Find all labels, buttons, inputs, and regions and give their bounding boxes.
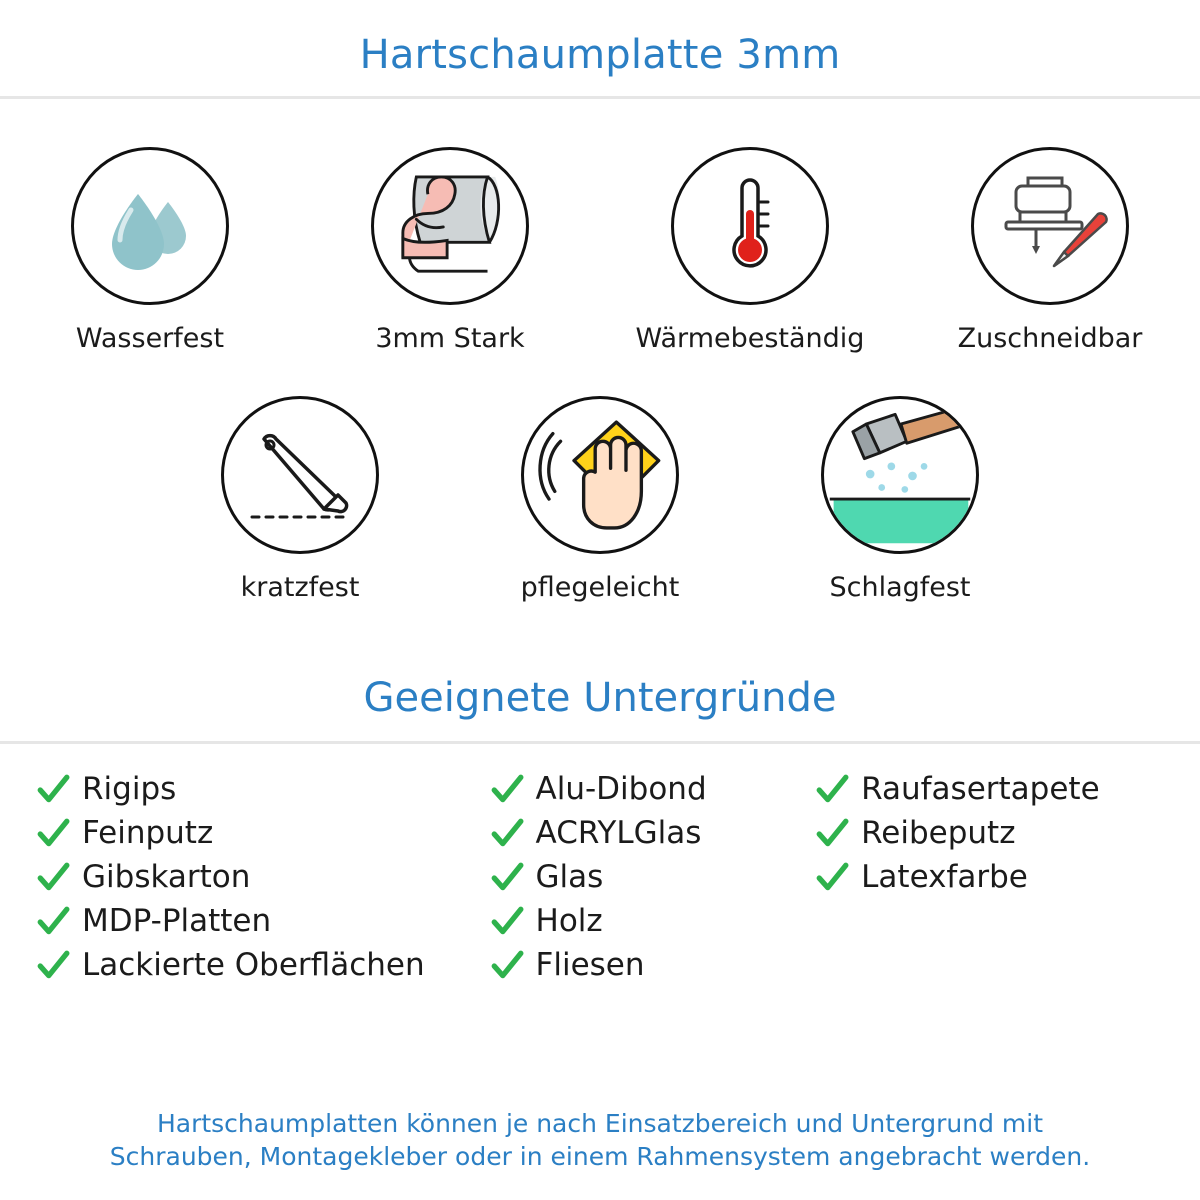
green-check-icon	[815, 816, 849, 850]
substrates-column-2	[490, 768, 816, 988]
feature-label: 3mm Stark	[375, 323, 525, 354]
list-item-label: Raufasertapete	[861, 770, 1100, 807]
list-item-label: Reibeputz	[861, 814, 1016, 851]
list-item-label: Feinputz	[82, 814, 214, 851]
green-check-icon	[36, 772, 70, 806]
feature-icon-circle	[371, 147, 529, 305]
green-check-icon	[490, 948, 524, 982]
list-item-label: ACRYLGlas	[535, 814, 702, 851]
green-check-icon	[36, 816, 70, 850]
green-check-icon	[490, 772, 524, 806]
list-item-label: MDP-Platten	[82, 902, 272, 939]
list-item-label: Latexfarbe	[861, 858, 1028, 895]
green-check-icon	[36, 904, 70, 938]
list-item	[815, 768, 1164, 810]
page-title: Hartschaumplatte 3mm	[359, 32, 841, 78]
feature-3mm-stark	[300, 147, 600, 354]
feature-label: Wasserfest	[75, 323, 225, 354]
list-item	[36, 768, 490, 810]
hand-wipe-cloth-icon	[524, 396, 676, 554]
list-item	[490, 812, 816, 854]
list-item	[490, 856, 816, 898]
list-item	[36, 900, 490, 942]
green-check-icon	[815, 860, 849, 894]
feature-row-2	[0, 396, 1200, 603]
list-item-label: Fliesen	[535, 946, 645, 983]
flexing-arm-icon	[374, 147, 526, 305]
list-item-label: Lackierte Oberflächen	[82, 946, 425, 983]
list-item	[815, 856, 1164, 898]
substrates-title: Geeignete Untergründe	[363, 675, 837, 721]
footer-note-line-1: Hartschaumplatten können je nach Einsatzbereich und Untergrund mit	[156, 1108, 1044, 1138]
list-item	[815, 812, 1164, 854]
feature-schlagfest	[750, 396, 1050, 603]
list-item	[36, 856, 490, 898]
feature-kratzfest	[150, 396, 450, 603]
green-check-icon	[490, 816, 524, 850]
list-item-label: Alu-Dibond	[535, 770, 707, 807]
feature-label: pflegeleicht	[520, 572, 680, 603]
list-item-label: Gibskarton	[82, 858, 251, 895]
green-check-icon	[490, 904, 524, 938]
footer-note-line-2: Schrauben, Montagekleber oder in einem Rahmensystem angebracht werden.	[109, 1142, 1091, 1172]
feature-icon-circle	[221, 396, 379, 554]
feature-icon-circle	[671, 147, 829, 305]
substrates-list	[0, 744, 1200, 988]
jigsaw-cutter-icon	[980, 156, 1120, 296]
green-check-icon	[36, 860, 70, 894]
feature-icon-circle	[521, 396, 679, 554]
list-item	[36, 944, 490, 986]
feature-wasserfest	[0, 147, 300, 354]
feature-label: kratzfest	[240, 572, 360, 603]
water-drop-icon	[90, 166, 210, 286]
feature-label: Wärmebeständig	[635, 323, 865, 354]
feature-icon-circle	[971, 147, 1129, 305]
green-check-icon	[815, 772, 849, 806]
list-item	[490, 768, 816, 810]
feature-grid	[0, 99, 1200, 603]
list-item	[490, 944, 816, 986]
thermometer-icon	[690, 166, 810, 286]
feature-icon-circle	[71, 147, 229, 305]
feature-icon-circle	[821, 396, 979, 554]
list-item-label: Rigips	[82, 770, 177, 807]
substrates-column-3	[815, 768, 1164, 988]
green-check-icon	[36, 948, 70, 982]
feature-waermebestaendig	[600, 147, 900, 354]
feature-pflegeleicht	[450, 396, 750, 603]
green-check-icon	[490, 860, 524, 894]
feature-row-1	[0, 147, 1200, 354]
list-item-label: Glas	[535, 858, 604, 895]
footer-note	[0, 1107, 1200, 1175]
knife-scratch-icon	[230, 405, 370, 545]
list-item-label: Holz	[535, 902, 603, 939]
list-item	[36, 812, 490, 854]
hammer-impact-icon	[824, 396, 976, 554]
feature-zuschneidbar	[900, 147, 1200, 354]
feature-label: Schlagfest	[829, 572, 971, 603]
list-item	[490, 900, 816, 942]
feature-label: Zuschneidbar	[957, 323, 1143, 354]
substrates-column-1	[36, 768, 490, 988]
